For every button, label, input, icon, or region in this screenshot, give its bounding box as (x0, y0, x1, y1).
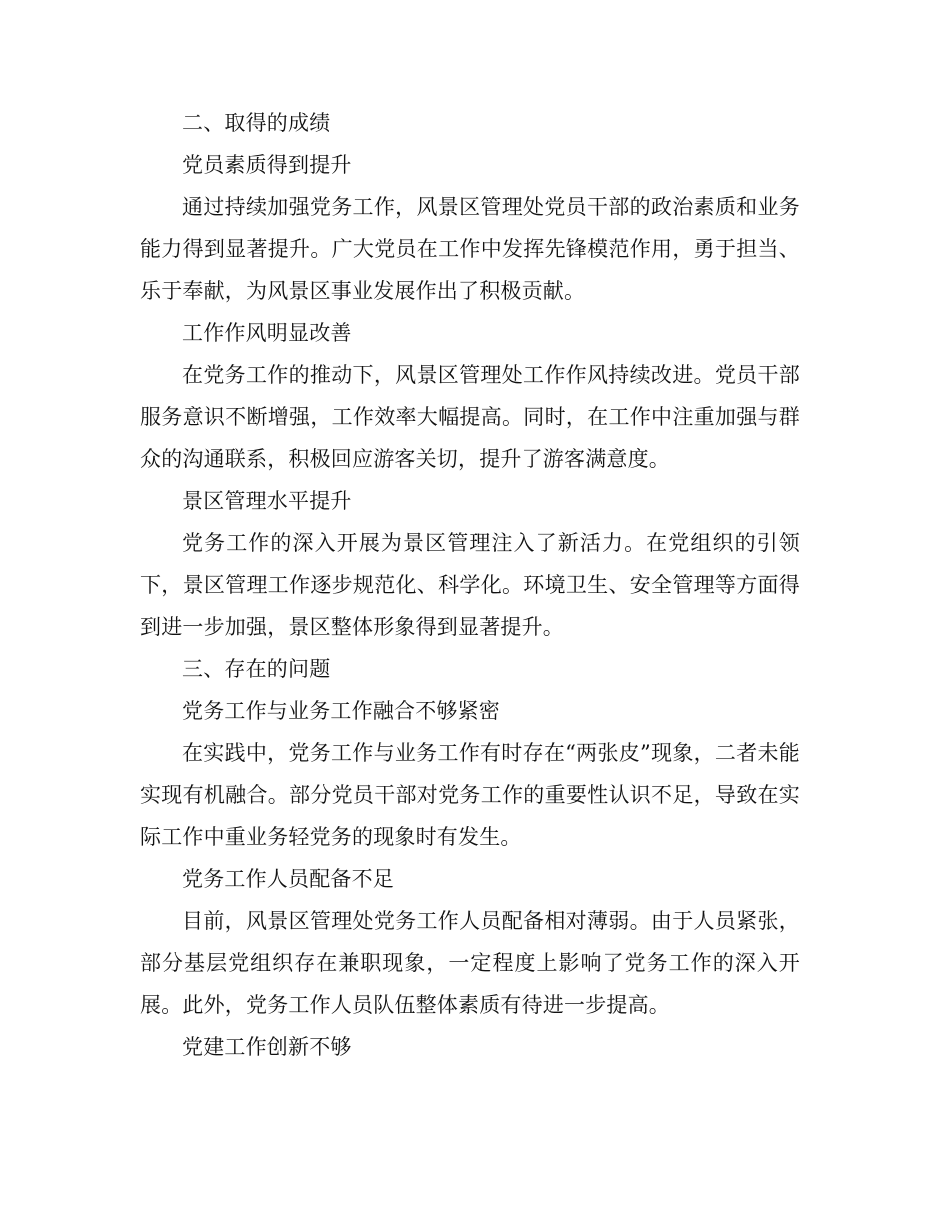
subheading-work-style: 工作作风明显改善 (182, 321, 352, 345)
paragraph-member-quality: 通过持续加强党务工作，风景区管理处党员干部的政治素质和业务能力得到显著提升。广大党员在工作中发挥先锋模范作用，勇于担当、乐于奉献，为风景区事业发展作出了积极贡献。 (140, 195, 800, 303)
paragraph-integration: 在实践中，党务工作与业务工作有时存在“两张皮”现象，二者未能实现有机融合。部分党员干部对党务工作的重要性认识不足，导致在实际工作中重业务轻党务的现象时有发生。 (140, 741, 800, 849)
paragraph-staffing: 目前，风景区管理处党务工作人员配备相对薄弱。由于人员紧张，部分基层党组织存在兼职现象，一定程度上影响了党务工作的深入开展。此外，党务工作人员队伍整体素质有待进一步提高。 (140, 909, 800, 1017)
paragraph-work-style: 在党务工作的推动下，风景区管理处工作作风持续改进。党员干部服务意识不断增强，工作效率大幅提高。同时，在工作中注重加强与群众的沟通联系，积极回应游客关切，提升了游客满意度。 (140, 363, 800, 471)
subheading-member-quality: 党员素质得到提升 (182, 153, 352, 177)
document-page (140, 102, 800, 1068)
subheading-management-level: 景区管理水平提升 (182, 489, 352, 513)
paragraph-management-level: 党务工作的深入开展为景区管理注入了新活力。在党组织的引领下，景区管理工作逐步规范化、科学化。环境卫生、安全管理等方面得到进一步加强，景区整体形象得到显著提升。 (140, 531, 800, 639)
subheading-staffing: 党务工作人员配备不足 (182, 867, 394, 891)
subheading-integration: 党务工作与业务工作融合不够紧密 (182, 699, 500, 723)
subheading-innovation: 党建工作创新不够 (182, 1035, 352, 1059)
section-heading-problems: 三、存在的问题 (182, 657, 331, 681)
section-heading-achievements: 二、取得的成绩 (182, 111, 331, 135)
